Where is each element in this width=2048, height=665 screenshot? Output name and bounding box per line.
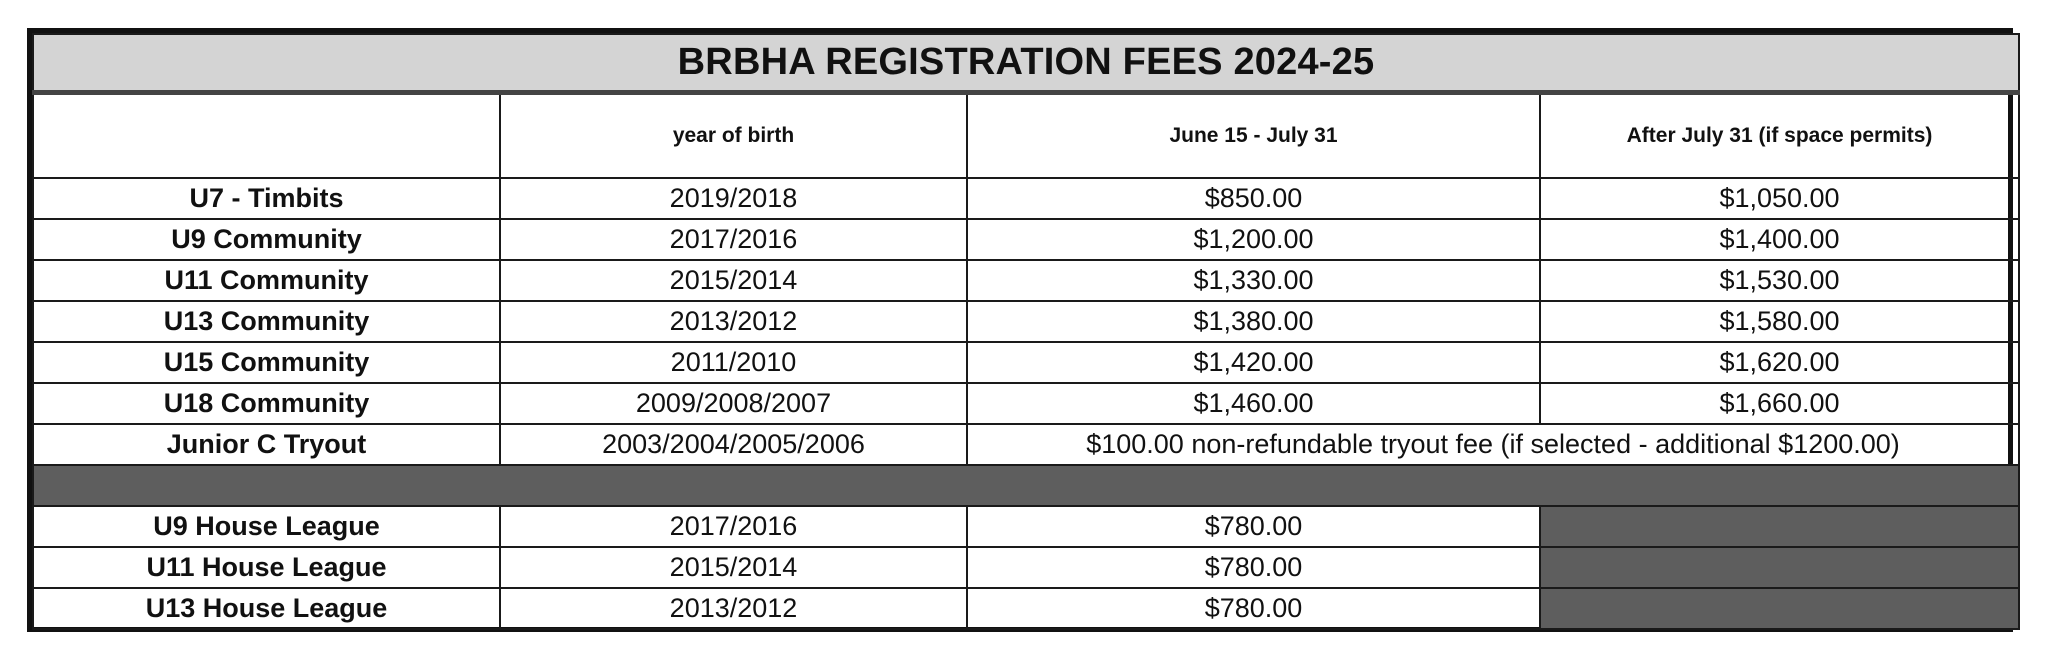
table-row — [33, 219, 2019, 260]
early-fee: $780.00 — [967, 506, 1540, 547]
early-fee: $850.00 — [967, 178, 1540, 219]
program-name: U13 House League — [33, 588, 500, 629]
birth-years: 2009/2008/2007 — [500, 383, 967, 424]
early-fee: $1,330.00 — [967, 260, 1540, 301]
table-row — [33, 506, 2019, 547]
early-fee: $1,420.00 — [967, 342, 1540, 383]
unavailable-fee-cell — [1540, 506, 2019, 547]
program-name: U11 House League — [33, 547, 500, 588]
section-separator — [33, 465, 2019, 506]
program-name: U13 Community — [33, 301, 500, 342]
header-late-fee: After July 31 (if space permits) — [1540, 92, 2019, 178]
early-fee: $780.00 — [967, 588, 1540, 629]
program-name: U11 Community — [33, 260, 500, 301]
program-name: Junior C Tryout — [33, 424, 500, 465]
title-row — [33, 34, 2019, 92]
table-row — [33, 301, 2019, 342]
birth-years: 2013/2012 — [500, 301, 967, 342]
separator-band — [33, 465, 2019, 506]
table-row — [33, 178, 2019, 219]
program-name: U7 - Timbits — [33, 178, 500, 219]
unavailable-fee-cell — [1540, 547, 2019, 588]
birth-years: 2019/2018 — [500, 178, 967, 219]
early-fee: $1,380.00 — [967, 301, 1540, 342]
table-title: BRBHA REGISTRATION FEES 2024-25 — [33, 34, 2019, 92]
late-fee: $1,660.00 — [1540, 383, 2019, 424]
late-fee: $1,050.00 — [1540, 178, 2019, 219]
table-row — [33, 383, 2019, 424]
table-row — [33, 342, 2019, 383]
early-fee: $1,200.00 — [967, 219, 1540, 260]
birth-years: 2011/2010 — [500, 342, 967, 383]
table-row — [33, 588, 2019, 629]
program-name: U9 House League — [33, 506, 500, 547]
program-name: U9 Community — [33, 219, 500, 260]
late-fee: $1,580.00 — [1540, 301, 2019, 342]
table-row — [33, 547, 2019, 588]
header-program — [33, 92, 500, 178]
late-fee: $1,530.00 — [1540, 260, 2019, 301]
unavailable-fee-cell — [1540, 588, 2019, 629]
birth-years: 2017/2016 — [500, 219, 967, 260]
table-row-junior-tryout — [33, 424, 2019, 465]
birth-years: 2015/2014 — [500, 547, 967, 588]
birth-years: 2015/2014 — [500, 260, 967, 301]
header-early-fee: June 15 - July 31 — [967, 92, 1540, 178]
early-fee: $1,460.00 — [967, 383, 1540, 424]
table-row — [33, 260, 2019, 301]
program-name: U18 Community — [33, 383, 500, 424]
registration-fees-table — [27, 28, 2013, 632]
fees-grid — [32, 33, 2020, 630]
late-fee: $1,620.00 — [1540, 342, 2019, 383]
late-fee: $1,400.00 — [1540, 219, 2019, 260]
birth-years: 2017/2016 — [500, 506, 967, 547]
header-row — [33, 92, 2019, 178]
birth-years: 2013/2012 — [500, 588, 967, 629]
program-name: U15 Community — [33, 342, 500, 383]
tryout-fee-note: $100.00 non-refundable tryout fee (if selected - additional $1200.00) — [967, 424, 2019, 465]
early-fee: $780.00 — [967, 547, 1540, 588]
birth-years: 2003/2004/2005/2006 — [500, 424, 967, 465]
header-year-of-birth: year of birth — [500, 92, 967, 178]
